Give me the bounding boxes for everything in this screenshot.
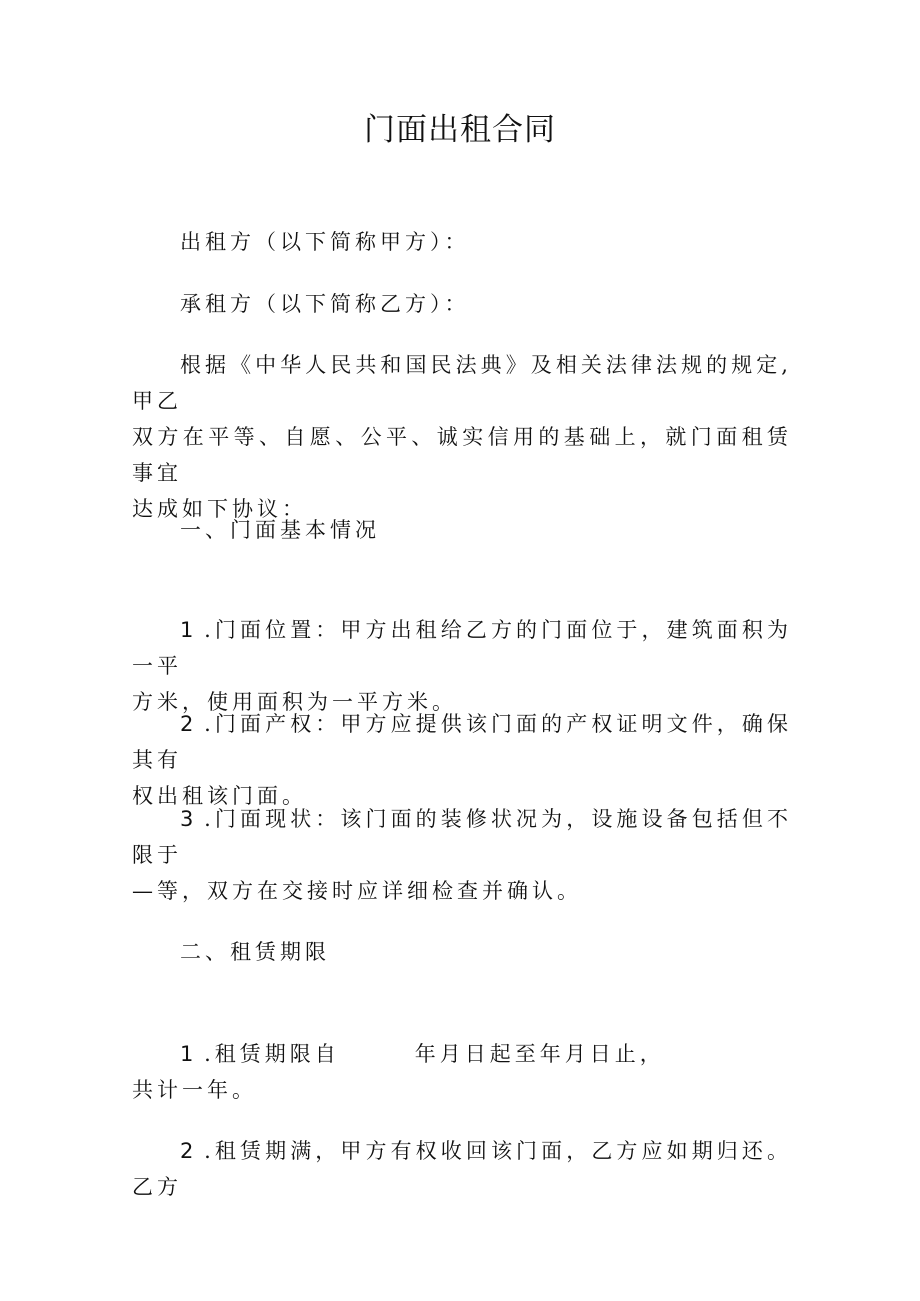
item-text: .门面产权：甲方应提供该门面的产权证明文件，确保其有 (132, 712, 792, 772)
lessee-line: 承租方（以下简称乙方）： (180, 292, 470, 316)
section2-item-2 (132, 1133, 792, 1205)
item-text: 权出租该门面。 (132, 784, 307, 808)
section2-item-1 (132, 1036, 792, 1108)
item-text: 共计一年。 (132, 1078, 257, 1102)
item-number: 2 (180, 712, 194, 736)
preamble-line: 达成如下协议： (132, 497, 307, 521)
preamble-line: 根据《中华人民共和国民法典》及相关法律法规的规定,甲乙 (132, 353, 792, 413)
item-number: 3 (180, 807, 194, 831)
section2-heading: 二、租赁期限 (180, 940, 330, 964)
section1-heading: 一、门面基本情况 (180, 518, 380, 542)
item-number: 1 (180, 1042, 194, 1066)
item-text: .租赁期满，甲方有权收回该门面，乙方应如期归还。乙方 (132, 1139, 792, 1199)
lessor-line: 出租方（以下简称甲方）： (180, 230, 470, 254)
item-number: 2 (180, 1139, 194, 1163)
item-text: 方米，使用面积为一平方米。 (132, 690, 457, 714)
item-text: .租赁期限自 年月日起至年月日止， (204, 1042, 665, 1066)
preamble-paragraph (132, 347, 792, 527)
item-text: .门面位置：甲方出租给乙方的门面位于，建筑面积为一平 (132, 618, 792, 678)
item-text: .门面现状：该门面的装修状况为，设施设备包括但不限于 (132, 807, 792, 867)
item-text: —等，双方在交接时应详细检查并确认。 (132, 879, 582, 903)
section1-item-2 (132, 706, 792, 814)
item-number: 1 (180, 618, 194, 642)
section1-item-3 (132, 801, 792, 909)
section1-item-1 (132, 612, 792, 720)
preamble-line: 双方在平等、自愿、公平、诚实信用的基础上，就门面租赁事宜 (132, 425, 792, 485)
document-title: 门面出租合同 (364, 112, 556, 148)
